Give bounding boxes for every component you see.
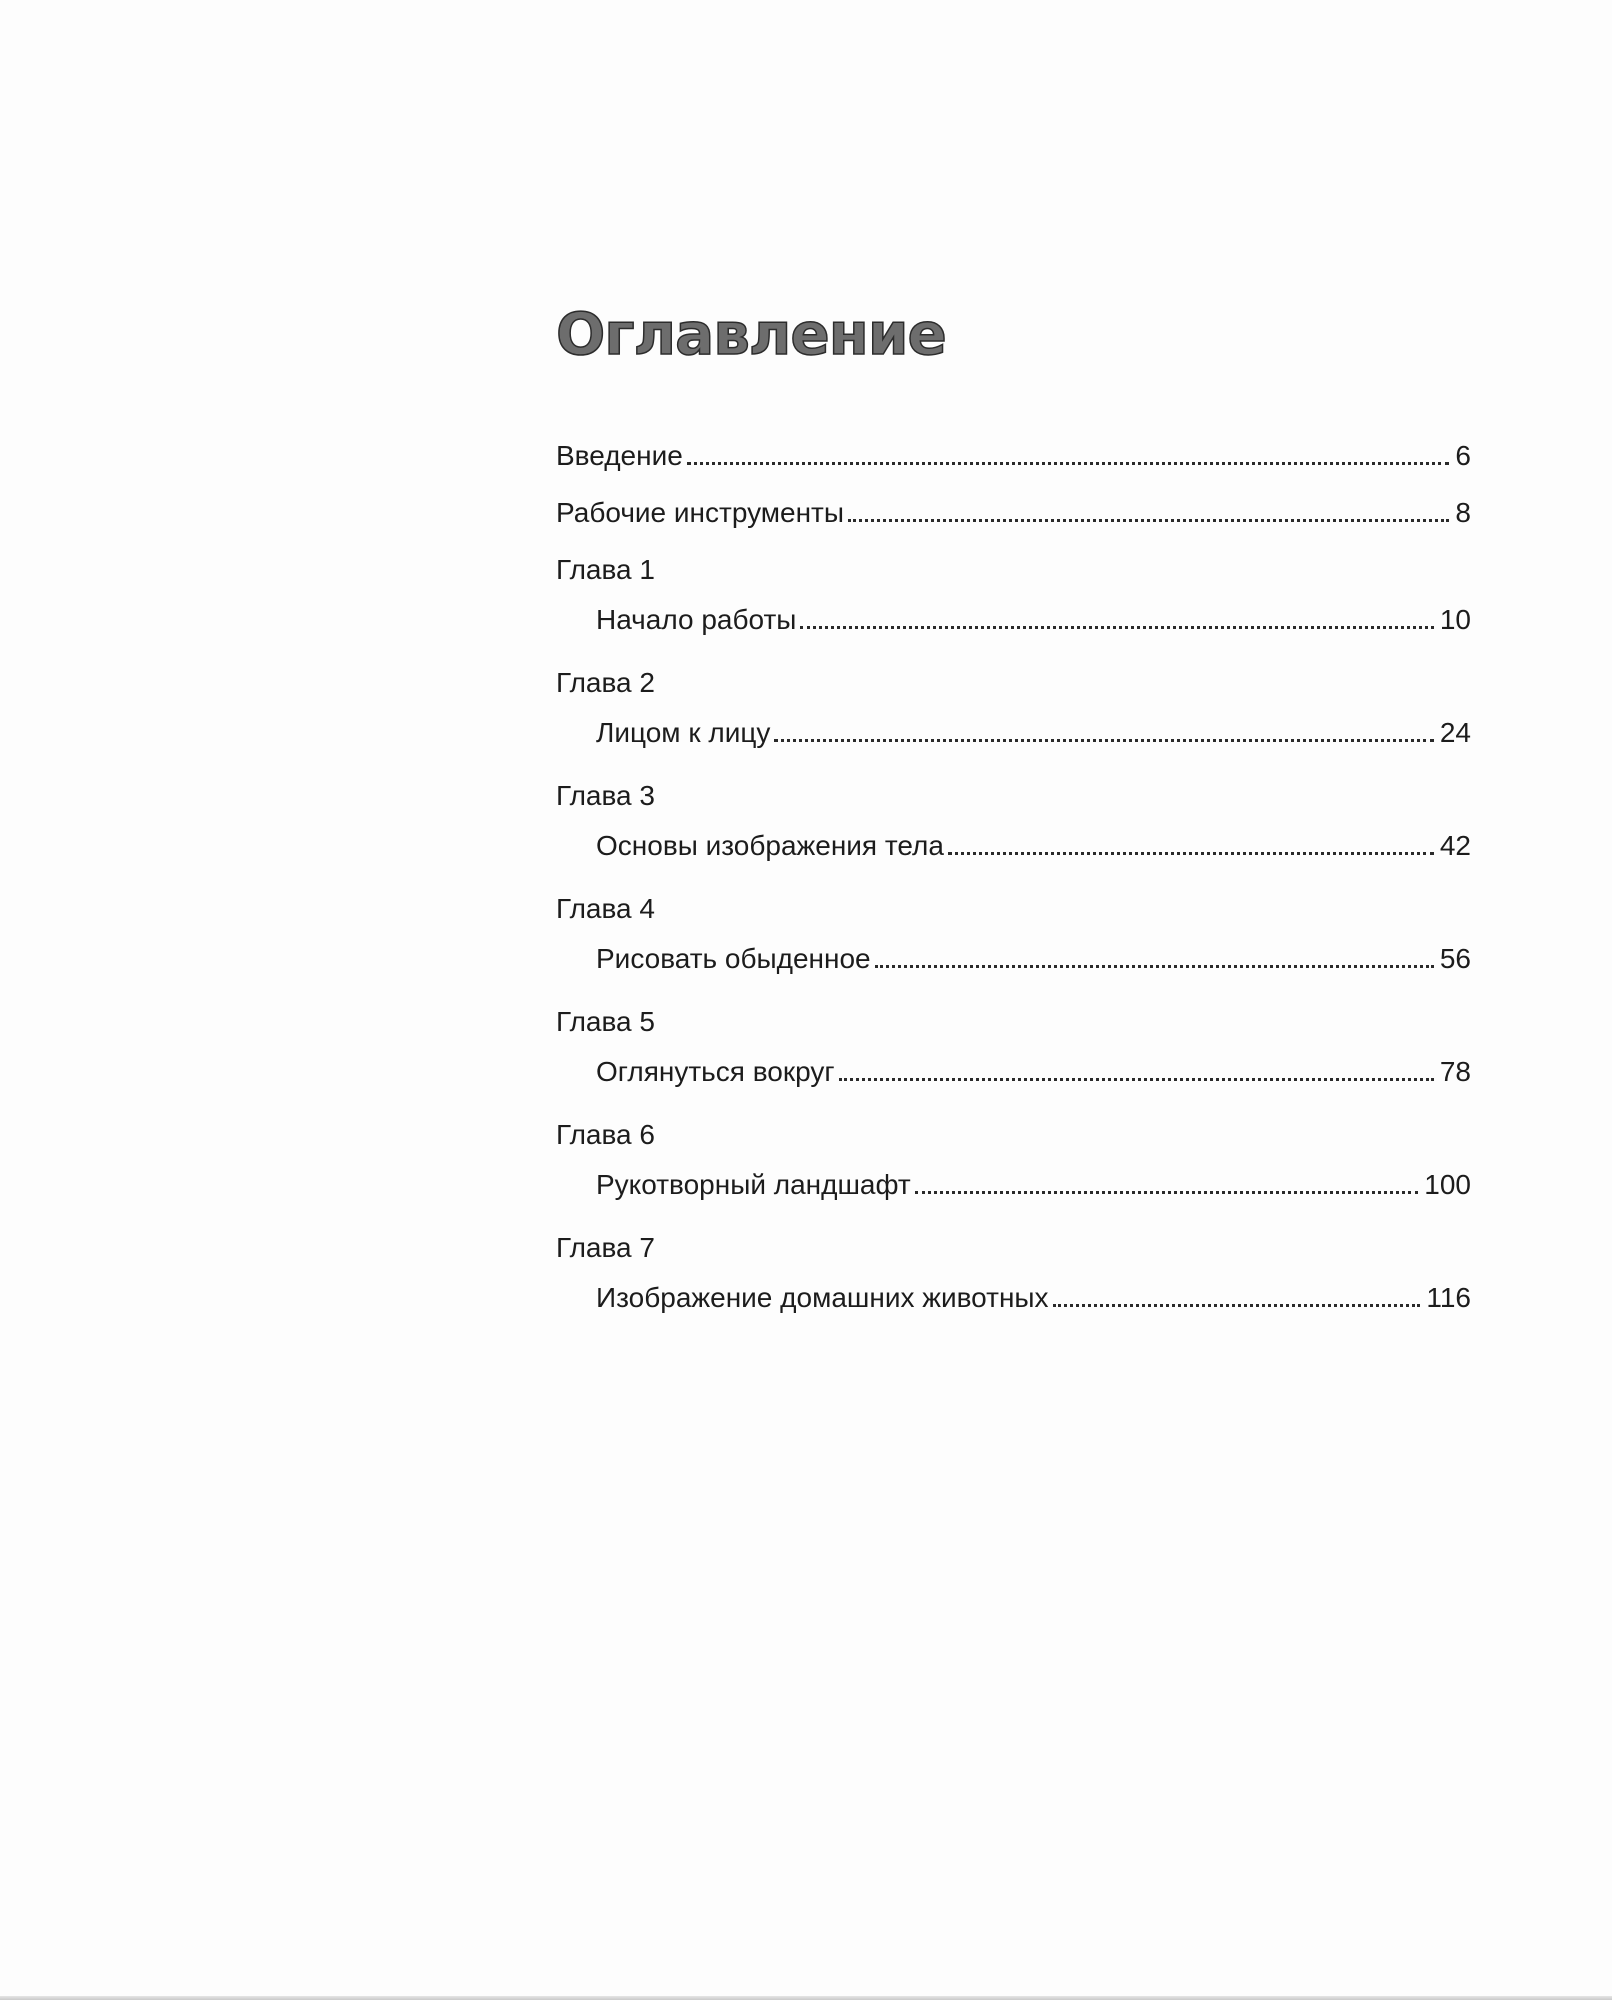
toc-entry-label: Основы изображения тела (596, 830, 944, 861)
toc-page-number: 10 (1439, 604, 1471, 635)
chapter-heading: Глава 4 (556, 893, 655, 924)
toc-page-number: 24 (1439, 717, 1471, 748)
dot-leader (774, 739, 1433, 742)
toc-entry-chapter-2[interactable] (596, 707, 1471, 751)
page-bottom-edge (0, 1996, 1612, 2000)
toc-page-number: 8 (1455, 497, 1471, 528)
toc-page-number: 100 (1424, 1169, 1471, 1200)
chapter-heading: Глава 5 (556, 1006, 655, 1037)
toc-page-number: 78 (1439, 1056, 1471, 1087)
toc-page-number: 6 (1455, 440, 1471, 471)
dot-leader (839, 1078, 1434, 1081)
toc-entry-label: Рабочие инструменты (556, 497, 844, 528)
chapter-heading: Глава 7 (556, 1232, 655, 1263)
toc-entry-label: Начало работы (596, 604, 797, 635)
toc-entry-label: Изображение домашних животных (596, 1282, 1049, 1313)
toc-entry-chapter-6[interactable] (596, 1159, 1471, 1203)
toc-entry-chapter-1[interactable] (596, 594, 1471, 638)
dot-leader (800, 626, 1433, 629)
chapter-heading: Глава 1 (556, 554, 655, 585)
toc-page-number: 42 (1439, 830, 1471, 861)
toc-entry-chapter-7[interactable] (596, 1272, 1471, 1316)
page-title: Оглавление (556, 300, 946, 368)
toc-entry-chapter-4[interactable] (596, 933, 1471, 977)
dot-leader (1053, 1304, 1421, 1307)
toc-entry-label: Оглянуться вокруг (596, 1056, 835, 1087)
toc-entry-label: Введение (556, 440, 683, 471)
toc-entry-label: Рукотворный ландшафт (596, 1169, 911, 1200)
dot-leader (915, 1191, 1419, 1194)
toc-entry-introduction[interactable] (556, 430, 1471, 474)
toc-page-number: 116 (1426, 1282, 1471, 1313)
chapter-heading: Глава 6 (556, 1119, 655, 1150)
dot-leader (687, 462, 1450, 465)
toc-entry-chapter-5[interactable] (596, 1046, 1471, 1090)
chapter-heading: Глава 3 (556, 780, 655, 811)
dot-leader (848, 519, 1449, 522)
toc-page-number: 56 (1439, 943, 1471, 974)
toc-entry-tools[interactable] (556, 487, 1471, 531)
toc-entry-chapter-3[interactable] (596, 820, 1471, 864)
toc-entry-label: Рисовать обыденное (596, 943, 871, 974)
dot-leader (875, 965, 1434, 968)
toc-entry-label: Лицом к лицу (596, 717, 771, 748)
dot-leader (948, 852, 1434, 855)
chapter-heading: Глава 2 (556, 667, 655, 698)
